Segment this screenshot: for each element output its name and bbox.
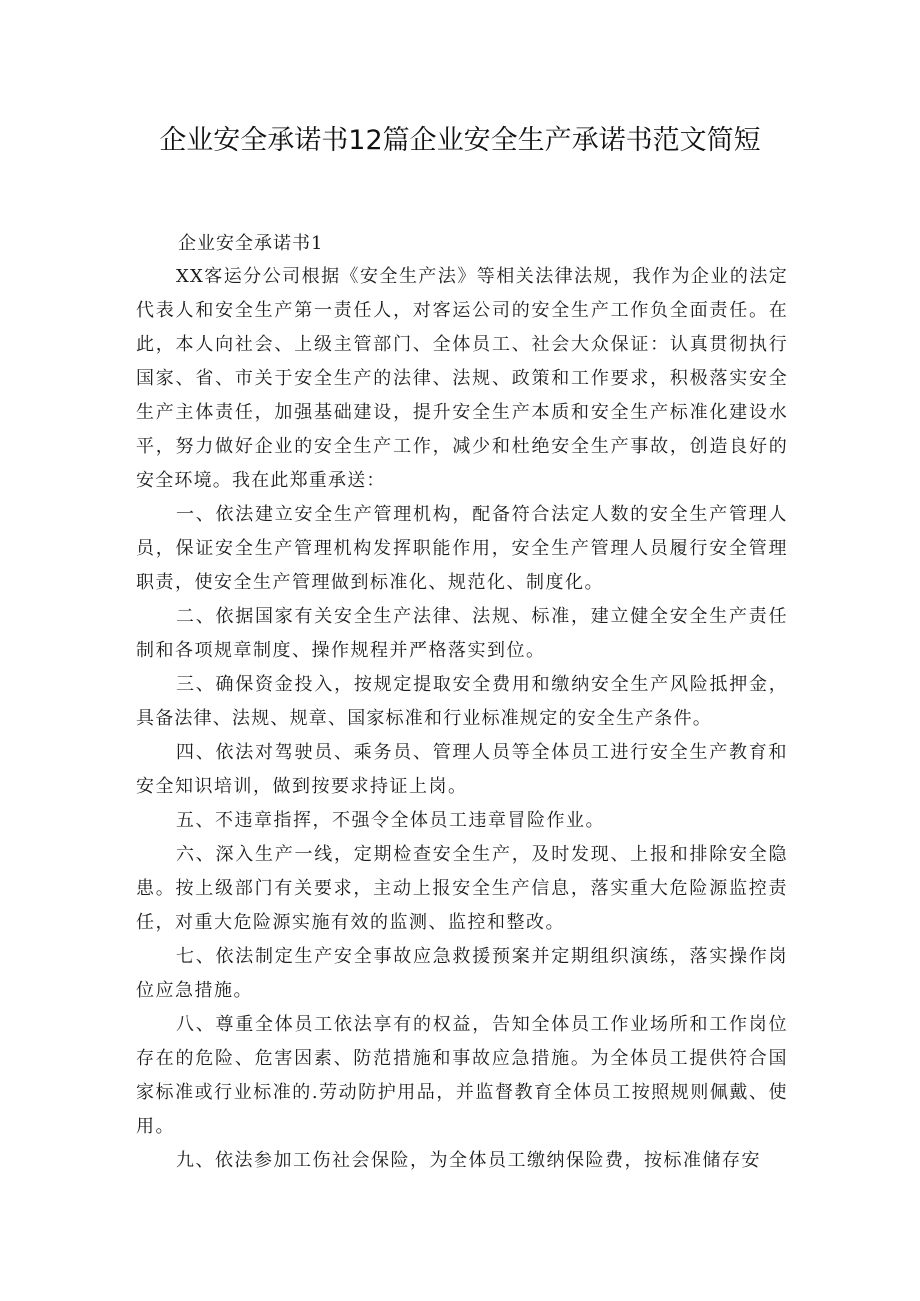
paragraph-item-3: 三、确保资金投入，按规定提取安全费用和缴纳安全生产风险抵押金，具备法律、法规、规章、国家标准和行业标准规定的安全生产条件。 bbox=[136, 674, 788, 729]
paragraph-item-5: 五、不违章指挥，不强令全体员工违章冒险作业。 bbox=[176, 810, 605, 831]
paragraph-item-2: 二、依据国家有关安全生产法律、法规、标准，建立健全安全生产责任制和各项规章制度、操作规程并严格落实到位。 bbox=[136, 606, 788, 661]
paragraph-item-4: 四、依法对驾驶员、乘务员、管理人员等全体员工进行安全生产教育和安全知识培训，做到按要求持证上岗。 bbox=[136, 742, 788, 797]
document-body bbox=[136, 227, 788, 1178]
paragraph-item-7: 七、依法制定生产安全事故应急救援预案并定期组织演练，落实操作岗位应急措施。 bbox=[136, 946, 788, 1001]
section-heading: 企业安全承诺书1 bbox=[178, 233, 324, 254]
paragraph-item-8: 八、尊重全体员工依法享有的权益，告知全体员工作业场所和工作岗位存在的危险、危害因素、防范措施和事故应急措施。为全体员工提供符合国家标准或行业标准的.劳动防护用品，并监督教育全体员工按照规则佩戴、使用。 bbox=[136, 1014, 788, 1137]
document-title: 企业安全承诺书12篇企业安全生产承诺书范文简短 bbox=[159, 125, 761, 156]
paragraph-item-1: 一、依法建立安全生产管理机构，配备符合法定人数的安全生产管理人员，保证安全生产管理机构发挥职能作用，安全生产管理人员履行安全管理职责，使安全生产管理做到标准化、规范化、制度化。 bbox=[136, 504, 788, 593]
paragraph-intro: XX客运分公司根据《安全生产法》等相关法律法规，我作为企业的法定代表人和安全生产第一责任人，对客运公司的安全生产工作负全面责任。在此，本人向社会、上级主管部门、全体员工、社会大众保证：认真贯彻执行国家、省、市关于安全生产的法律、法规、政策和工作要求，积极落实安全生产主体责任，加强基础建设，提升安全生产本质和安全生产标准化建设水平，努力做好企业的安全生产工作，减少和杜绝安全生产事故，创造良好的安全环境。我在此郑重承送： bbox=[136, 266, 788, 491]
paragraph-item-9: 九、依法参加工伤社会保险，为全体员工缴纳保险费，按标准储存安 bbox=[176, 1150, 761, 1171]
paragraph-item-6: 六、深入生产一线，定期检查安全生产，及时发现、上报和排除安全隐患。按上级部门有关要求，主动上报安全生产信息，落实重大危险源监控责任，对重大危险源实施有效的监测、监控和整改。 bbox=[136, 844, 788, 933]
